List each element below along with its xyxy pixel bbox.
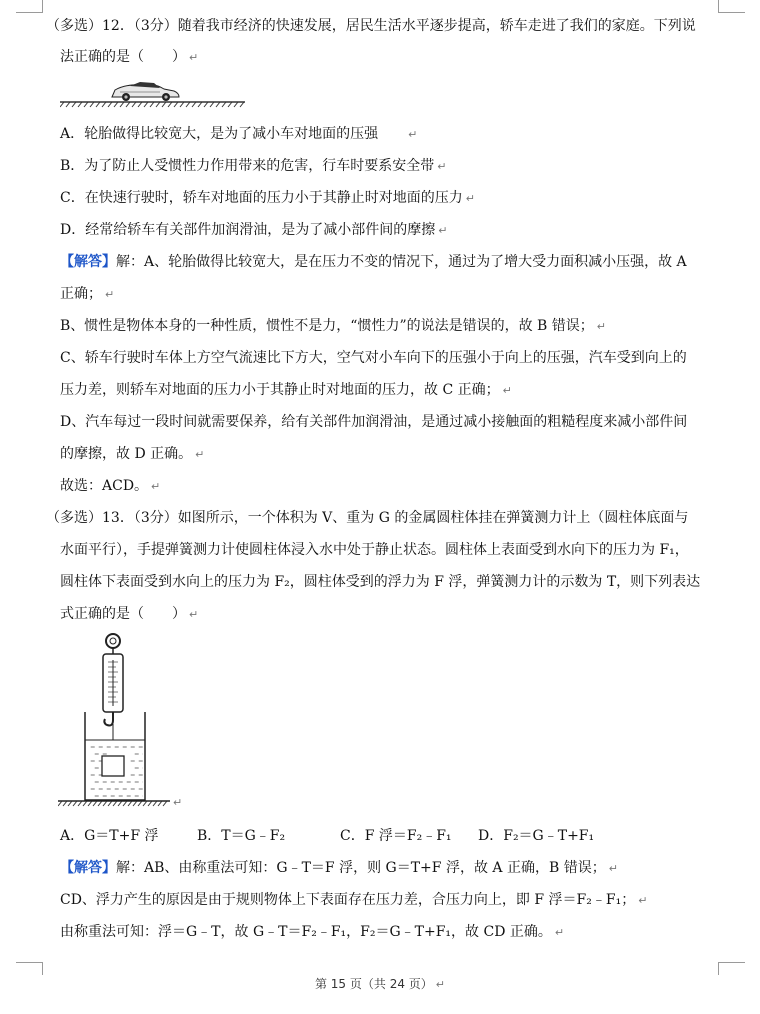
figure-paragraph-mark: ↵: [173, 796, 183, 809]
q12-answer-line3: B、惯性是物体本身的一种性质，惯性不是力，“惯性力”的说法是错误的，故 B 错误； ↵: [60, 318, 607, 334]
q12-stem-line2: 法正确的是（ ） ↵: [60, 49, 199, 65]
q12-answer-line1: 【解答】解：A、轮胎做得比较宽大，是在压力不变的情况下，通过为了增大受力面积减小压强，故 A: [60, 254, 687, 270]
q12-answer-line4: C、轿车行驶时车体上方空气流速比下方大，空气对小车向下的压强小于向上的压强，汽车受到向上的: [60, 350, 687, 366]
top-right-corner-mark: [718, 0, 745, 13]
q12-option-d: D．经常给轿车有关部件加润滑油，是为了减小部件间的摩擦 ↵: [60, 222, 448, 238]
answer-tag: 【解答】: [60, 254, 116, 270]
q13-stem-line3: 圆柱体下表面受到水向上的压力为 F₂，圆柱体受到的浮力为 F 浮，弹簧测力计的示数为 T，则下列表达: [60, 574, 701, 590]
bottom-right-corner-mark: [718, 962, 745, 975]
q13-answer-line2: CD、浮力产生的原因是由于规则物体上下表面存在压力差，合压力向上，即 F 浮＝F₂﹣F₁； ↵: [60, 892, 648, 908]
q12-option-b: B．为了防止人受惯性力作用带来的危害，行车时要系安全带 ↵: [60, 158, 447, 174]
q13-stem-line2: 水面平行），手提弹簧测力计使圆柱体浸入水中处于静止状态。圆柱体上表面受到水向下的压力为 F₁，: [60, 542, 689, 558]
q12-stem-line1: （多选）12．（3分）随着我市经济的快速发展，居民生活水平逐步提高，轿车走进了我们的家庭。下列说: [46, 18, 696, 34]
answer-tag: 【解答】: [60, 860, 116, 876]
q13-options-row: [60, 826, 700, 846]
q13-option-d: D．F₂＝G﹣T+F₁: [478, 828, 595, 844]
q12-conclusion: 故选：ACD。 ↵: [60, 478, 161, 494]
q13-option-c: C．F 浮＝F₂﹣F₁: [340, 828, 452, 844]
q12-option-a: A．轮胎做得比较宽大，是为了减小车对地面的压强 ↵: [60, 126, 418, 142]
metal-cylinder: [102, 756, 124, 776]
scale-hook-icon: [104, 712, 113, 725]
q13-answer-line1: 【解答】解：AB、由称重法可知：G﹣T＝F 浮，则 G＝T+F 浮，故 A 正确，B 错误； ↵: [60, 860, 618, 876]
car-icon: [112, 82, 179, 101]
q12-answer-line7: 的摩擦，故 D 正确。 ↵: [60, 446, 205, 462]
q13-stem-line4: 式正确的是（ ） ↵: [60, 606, 199, 622]
q12-answer-line5: 压力差，则轿车对地面的压力小于其静止时对地面的压力，故 C 正确； ↵: [60, 382, 512, 398]
bottom-left-corner-mark: [16, 962, 43, 975]
q12-answer-line6: D、汽车每过一段时间就需要保养，给有关部件加润滑油，是通过减小接触面的粗糙程度来减小部件间: [60, 414, 688, 430]
q13-stem-line1: （多选）13．（3分）如图所示，一个体积为 V、重为 G 的金属圆柱体挂在弹簧测力计上（圆柱体底面与: [46, 510, 689, 526]
spring-scale-beaker-figure: [58, 632, 184, 812]
page-footer: 第 15 页（共 24 页） ↵: [314, 977, 446, 991]
q13-answer-line3: 由称重法可知：浮＝G﹣T，故 G﹣T＝F₂﹣F₁，F₂＝G﹣T+F₁，故 CD 正确。 ↵: [60, 924, 565, 940]
scale-ring-icon: [106, 634, 120, 648]
road-hatching: [60, 102, 245, 107]
q13-option-a: A．G＝T+F 浮: [60, 828, 159, 844]
car-on-road-figure: [60, 78, 250, 110]
top-left-corner-mark: [16, 0, 43, 13]
q12-option-c: C．在快速行驶时，轿车对地面的压力小于其静止时对地面的压力 ↵: [60, 190, 475, 206]
q12-answer-line2: 正确； ↵: [60, 286, 115, 302]
q13-option-b: B．T＝G﹣F₂: [197, 828, 286, 844]
